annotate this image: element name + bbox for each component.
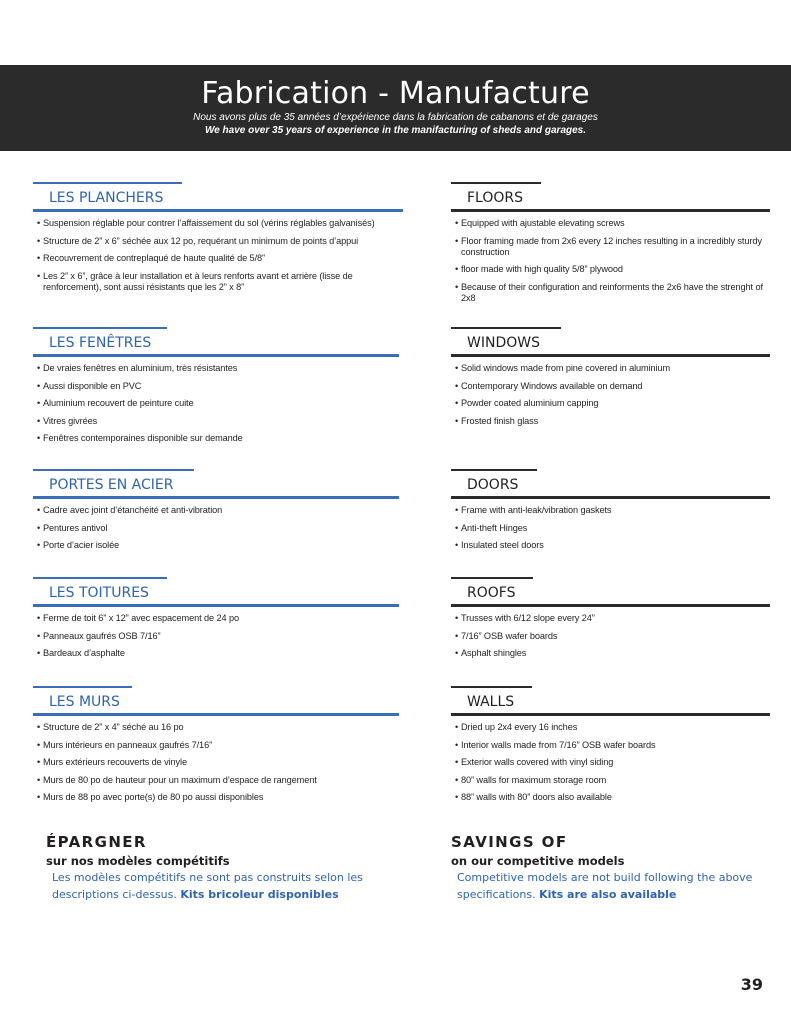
section-toitures — [33, 577, 399, 666]
page-title: Fabrication - Manufacture — [201, 76, 590, 111]
list-item: • Powder coated aluminium capping — [451, 398, 770, 409]
list-item: • Dried up 2x4 every 16 inches — [451, 722, 770, 733]
section-title: LES FENÊTRES — [49, 335, 152, 351]
subtitle-fr: Nous avons plus de 35 années d’expérience dans la fabrication de cabanons et de garages — [193, 112, 598, 123]
list-item: • Porte d’acier isolée — [33, 540, 399, 551]
savings-highlight: Kits are also available — [539, 888, 677, 901]
list-item: • Murs de 80 po de hauteur pour un maximum d’espace de rangement — [33, 775, 399, 786]
list-item: • De vraies fenêtres en aluminium, très résistantes — [33, 363, 399, 374]
bullet-list — [33, 613, 399, 659]
savings-heading: ÉPARGNER — [46, 833, 147, 851]
section-doors — [451, 469, 770, 558]
section-title: PORTES EN ACIER — [49, 477, 174, 493]
savings-fr — [46, 833, 386, 903]
list-item: • 7/16” OSB wafer boards — [451, 631, 770, 642]
section-title: LES TOITURES — [49, 585, 149, 601]
list-item: • Panneaux gaufrés OSB 7/16” — [33, 631, 399, 642]
bullet-list — [33, 722, 399, 803]
list-item: • Fenêtres contemporaines disponible sur demande — [33, 433, 399, 444]
savings-text: Competitive models are not build following the above specifications. — [457, 871, 753, 901]
title-underline — [451, 713, 770, 716]
bullet-list — [451, 363, 770, 427]
title-underline — [33, 496, 399, 499]
list-item: • Solid windows made from pine covered in aluminium — [451, 363, 770, 374]
subtitle-en: We have over 35 years of experience in the manifacturing of sheds and garages. — [204, 125, 587, 136]
savings-subheading: on our competitive models — [451, 854, 625, 868]
list-item: • floor made with high quality 5/8” plywood — [451, 264, 770, 275]
list-item: • Structure de 2” x 6” séchée aux 12 po, requérant un minimum de points d’appui — [33, 236, 403, 247]
section-planchers — [33, 182, 403, 299]
list-item: • Anti-theft Hinges — [451, 523, 770, 534]
savings-heading: SAVINGS OF — [451, 833, 568, 851]
bullet-list — [33, 218, 403, 293]
section-floors — [451, 182, 770, 310]
list-item: • Insulated steel doors — [451, 540, 770, 551]
list-item: • Recouvrement de contreplaqué de haute qualité de 5/8” — [33, 253, 403, 264]
section-title: DOORS — [467, 477, 519, 493]
list-item: • Equipped with ajustable elevating screws — [451, 218, 770, 229]
list-item: • Cadre avec joint d’étanchéité et anti-vibration — [33, 505, 399, 516]
section-title: FLOORS — [467, 190, 524, 206]
bullet-list — [451, 505, 770, 551]
section-walls — [451, 686, 770, 810]
list-item: • 80” walls for maximum storage room — [451, 775, 770, 786]
list-item: • Vitres givrées — [33, 416, 399, 427]
list-item: • Trusses with 6/12 slope every 24” — [451, 613, 770, 624]
title-underline — [451, 496, 770, 499]
title-underline — [33, 604, 399, 607]
title-underline — [33, 209, 403, 212]
savings-description — [451, 869, 771, 903]
savings-description — [46, 869, 386, 903]
list-item: • Frosted finish glass — [451, 416, 770, 427]
section-title: WALLS — [467, 694, 515, 710]
list-item: • Les 2” x 6”, grâce à leur installation et à leurs renforts avant et arrière (lisse de renforcement), sont aussi résistants que les 2” x 8” — [33, 271, 403, 293]
list-item: • Murs de 88 po avec porte(s) de 80 po aussi disponibles — [33, 792, 399, 803]
title-underline — [33, 354, 399, 357]
section-title: LES MURS — [49, 694, 120, 710]
list-item: • Asphalt shingles — [451, 648, 770, 659]
bullet-list — [451, 613, 770, 659]
page-number: 39 — [740, 975, 763, 994]
list-item: • Pentures antivol — [33, 523, 399, 534]
savings-en — [451, 833, 771, 903]
list-item: • Contemporary Windows available on demand — [451, 381, 770, 392]
header-banner — [0, 65, 791, 151]
section-title: WINDOWS — [467, 335, 540, 351]
section-murs — [33, 686, 399, 810]
list-item: • Because of their configuration and reinforments the 2x6 have the strenght of 2x8 — [451, 282, 770, 304]
list-item: • Interior walls made from 7/16” OSB wafer boards — [451, 740, 770, 751]
list-item: • Aluminium recouvert de peinture cuite — [33, 398, 399, 409]
section-title: LES PLANCHERS — [49, 190, 164, 206]
list-item: • Floor framing made from 2x6 every 12 inches resulting in a incredibly sturdy construction — [451, 236, 770, 258]
list-item: • Murs extérieurs recouverts de vinyle — [33, 757, 399, 768]
list-item: • 88” walls with 80” doors also available — [451, 792, 770, 803]
savings-text: Les modèles compétitifs ne sont pas construits selon les descriptions ci-dessus. — [52, 871, 363, 901]
list-item: • Structure de 2” x 4” séché au 16 po — [33, 722, 399, 733]
section-windows — [451, 327, 770, 433]
list-item: • Aussi disponible en PVC — [33, 381, 399, 392]
list-item: • Frame with anti-leak/vibration gaskets — [451, 505, 770, 516]
bullet-list — [451, 722, 770, 803]
list-item: • Suspension réglable pour contrer l’affaissement du sol (vérins réglables galvanisés) — [33, 218, 403, 229]
list-item: • Bardeaux d’asphalte — [33, 648, 399, 659]
list-item: • Ferme de toit 6” x 12” avec espacement de 24 po — [33, 613, 399, 624]
list-item: • Exterior walls covered with vinyl siding — [451, 757, 770, 768]
bullet-list — [33, 363, 399, 444]
title-underline — [451, 354, 770, 357]
title-underline — [451, 604, 770, 607]
list-item: • Murs intérieurs en panneaux gaufrés 7/16” — [33, 740, 399, 751]
section-portes — [33, 469, 399, 558]
savings-subheading: sur nos modèles compétitifs — [46, 854, 230, 868]
bullet-list — [451, 218, 770, 304]
title-underline — [451, 209, 770, 212]
section-title: ROOFS — [467, 585, 516, 601]
bullet-list — [33, 505, 399, 551]
savings-highlight: Kits bricoleur disponibles — [180, 888, 339, 901]
section-fenetres — [33, 327, 399, 451]
section-roofs — [451, 577, 770, 666]
title-underline — [33, 713, 399, 716]
